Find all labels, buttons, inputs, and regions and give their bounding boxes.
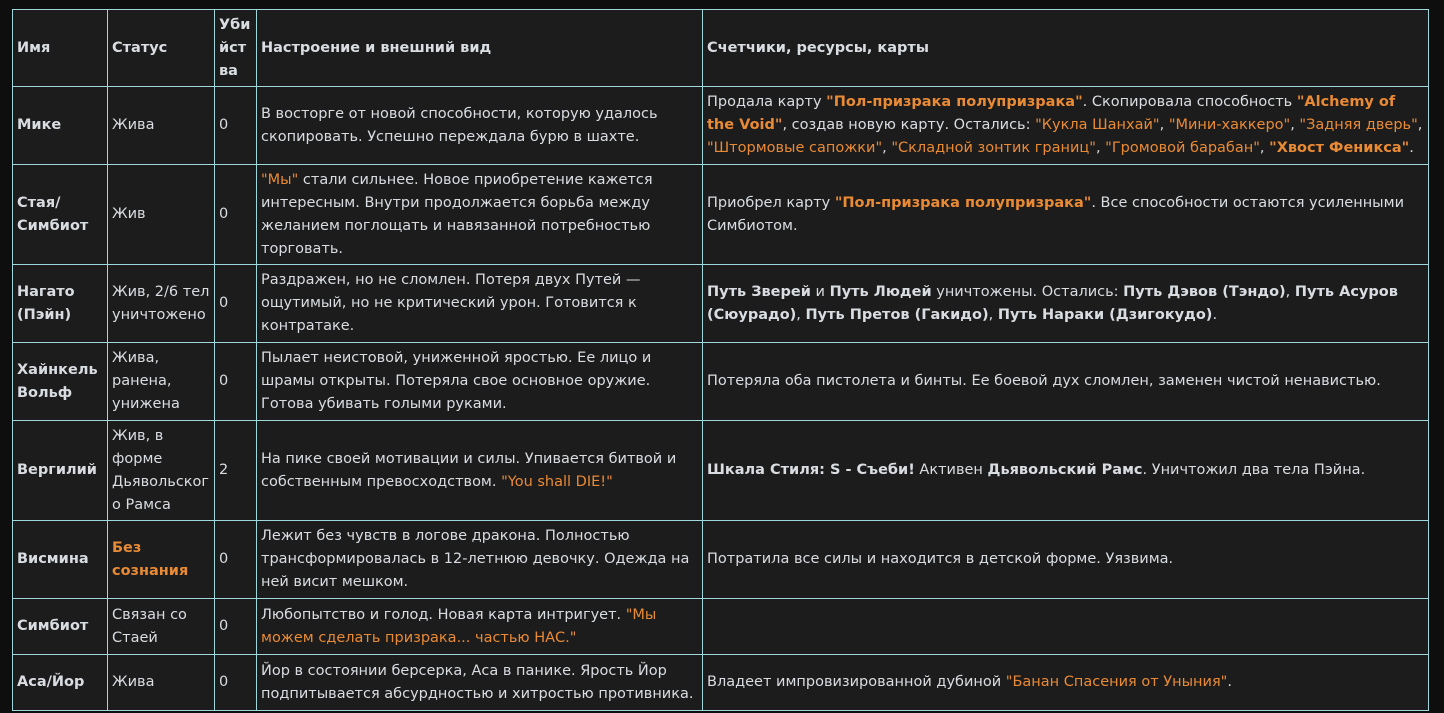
text-segment: Любопытство и голод. Новая карта интригует. [261,606,626,623]
text-segment: , [882,140,892,156]
text-segment: Путь Претов (Гакидо) [805,306,989,323]
text-segment: Раздражен, но не сломлен. Потеря двух Путей — ощутимый, но не критический урон. Готовится к контратаке. [261,272,641,334]
text-segment: Путь Дэвов (Тэндо) [1123,283,1286,300]
text-segment: "Мы можем сделать призрака... частью НАС." [261,606,657,646]
cell-kills: 2 [215,421,257,521]
text-segment: Йор в состоянии берсерка, Аса в панике. Ярость Йор подпитывается абсурдностью и хитростью противника. [261,662,694,702]
cell-counters [703,343,1429,421]
text-segment: стали сильнее. Новое приобретение кажется интересным. Внутри продолжается борьба между желанием поглощать и навязанной потребностью торговать. [261,171,653,257]
text-segment: , [1159,117,1169,133]
cell-mood [257,655,703,711]
text-segment: Владеет импровизированной дубиной [707,674,1006,690]
text-segment: Путь Асуров (Сюурадо) [707,283,1398,323]
text-segment: . Все способности остаются усиленными Симбиотом. [707,194,1404,234]
cell-kills: 0 [215,165,257,265]
text-segment: Продала карту [707,94,827,110]
cell-mood [257,421,703,521]
cell-status: Связан со Стаей [108,599,215,655]
cell-name: Хайнкель Вольф [13,343,108,421]
cell-counters [703,421,1429,521]
text-segment: , [1417,117,1423,133]
cell-counters [703,521,1429,599]
table-row [13,165,1429,265]
text-segment: "Мини-хаккеро" [1168,117,1291,133]
cell-mood [257,87,703,165]
text-segment: Пылает неистовой, униженной яростью. Ее лицо и шрамы открыты. Потеряла свое основное оружие. Готова убивать голыми руками. [261,350,652,412]
text-segment: . [1227,674,1232,690]
header-status: Статус [108,10,215,87]
cell-status: Без сознания [108,521,215,599]
text-segment: Путь Нараки (Дзигокудо) [997,306,1213,323]
text-segment: , [1285,283,1295,300]
text-segment: Дьявольский Рамс [987,462,1143,478]
text-segment: На пике своей мотивации и силы. Упивается битвой и собственным превосходством. [261,450,677,490]
cell-kills: 0 [215,521,257,599]
table-row [13,87,1429,165]
cell-status: Жива [108,655,215,711]
cell-name: Висмина [13,521,108,599]
cell-name: Нагато (Пэйн) [13,265,108,343]
cell-status: Жив, в форме Дьявольского Рамса [108,421,215,521]
cell-kills: 0 [215,343,257,421]
table-row [13,343,1429,421]
cell-kills: 0 [215,655,257,711]
text-segment: "Кукла Шанхай" [1035,117,1160,133]
text-segment: . [1409,140,1414,156]
cell-mood [257,599,703,655]
status-table-container [12,9,1428,711]
header-mood: Настроение и внешний вид [257,10,703,87]
cell-name: Стая/ Симбиот [13,165,108,265]
text-segment: "Банан Спасения от Уныния" [1005,674,1228,690]
text-segment: Шкала Стиля: S - Съеби! [707,462,915,478]
cell-name: Аса/Йор [13,655,108,711]
header-name: Имя [13,10,108,87]
text-segment: "Хвост Феникса" [1269,140,1410,156]
text-segment: , [1095,140,1106,156]
text-segment: , [1259,140,1270,156]
cell-status: Жив, 2/6 тел уничтожено [108,265,215,343]
cell-counters [703,265,1429,343]
text-segment: Активен [914,462,988,478]
text-segment: . [1212,306,1218,323]
table-row [13,521,1429,599]
text-segment: "Пол-призрака полупризрака" [834,194,1092,211]
header-kills: Убийства [215,10,257,87]
text-segment: Путь Зверей [707,283,811,300]
header-counters: Счетчики, ресурсы, карты [703,10,1429,87]
text-segment: Потратила все силы и находится в детской форме. Уязвима. [707,551,1174,567]
table-row [13,599,1429,655]
cell-name: Мике [13,87,108,165]
cell-kills: 0 [215,599,257,655]
cell-mood [257,165,703,265]
cell-status: Жив [108,165,215,265]
text-segment: Приобрел карту [707,194,835,211]
text-segment: . Скопировала способность [1082,94,1297,110]
cell-status: Жива, ранена, унижена [108,343,215,421]
text-segment: "Громовой барабан" [1105,140,1260,156]
text-segment: "Складной зонтик границ" [891,140,1096,156]
cell-kills: 0 [215,87,257,165]
cell-status: Жива [108,87,215,165]
status-table [12,9,1429,711]
cell-mood [257,343,703,421]
text-segment: , [796,306,806,323]
text-segment: "Alchemy of the Void" [707,94,1396,133]
cell-name: Симбиот [13,599,108,655]
cell-name: Вергилий [13,421,108,521]
table-body [13,87,1429,711]
text-segment: и [810,283,830,300]
cell-counters [703,599,1429,655]
table-row [13,265,1429,343]
table-row [13,421,1429,521]
text-segment: В восторге от новой способности, которую удалось скопировать. Успешно переждала бурю в шахте. [261,105,658,145]
cell-mood [257,521,703,599]
text-segment: "Задняя дверь" [1299,117,1418,133]
text-segment: "Штормовые сапожки" [707,140,883,156]
text-segment: Лежит без чувств в логове дракона. Полностью трансформировалась в 12-летнюю девочку. Одежда на ней висит мешком. [261,528,690,590]
text-segment: Потеряла оба пистолета и бинты. Ее боевой дух сломлен, заменен чистой ненавистью. [707,373,1381,389]
text-segment: . Уничтожил два тела Пэйна. [1142,462,1366,478]
cell-counters [703,655,1429,711]
text-segment: "Пол-призрака полупризрака" [826,94,1083,110]
text-segment: , [1290,117,1300,133]
text-segment: "Мы" [261,171,299,188]
text-segment: Путь Людей [829,283,932,300]
text-segment: , [988,306,998,323]
table-row [13,655,1429,711]
text-segment: , создав новую карту. Остались: [782,117,1036,133]
table-header-row [13,10,1429,87]
cell-mood [257,265,703,343]
cell-kills: 0 [215,265,257,343]
cell-counters [703,87,1429,165]
cell-counters [703,165,1429,265]
text-segment: "You shall DIE!" [501,473,613,490]
text-segment: уничтожены. Остались: [931,283,1124,300]
